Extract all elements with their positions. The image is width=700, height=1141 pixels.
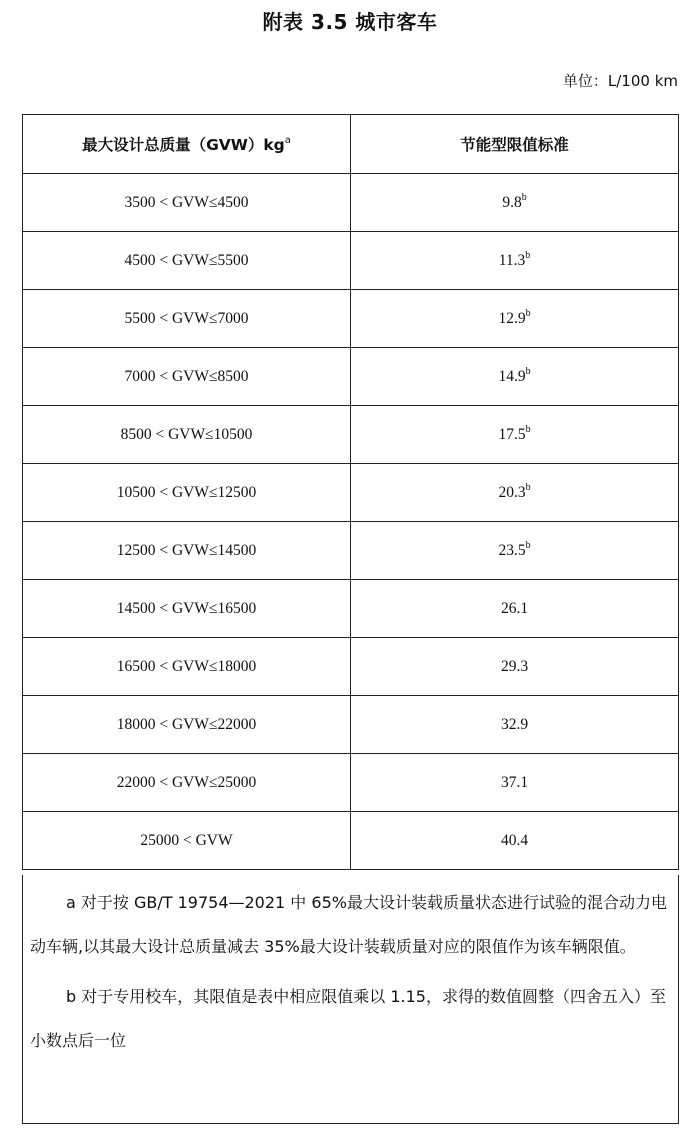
table-row	[23, 232, 679, 290]
table-row	[23, 696, 679, 754]
limit-cell	[351, 464, 679, 522]
limit-value: 29.3	[500, 657, 529, 675]
limit-cell	[351, 522, 679, 580]
limit-value: 9.8	[502, 193, 522, 211]
header-gvw-footnote-mark: a	[284, 135, 291, 146]
gvw-range-cell: 16500 < GVW≤18000	[23, 638, 351, 696]
footnote-mark: b	[525, 481, 531, 493]
limit-value: 12.9	[498, 309, 526, 327]
table-row	[23, 174, 679, 232]
header-gvw	[23, 115, 351, 174]
gvw-range-cell: 22000 < GVW≤25000	[23, 754, 351, 812]
footnote-mark: b	[525, 249, 531, 261]
footnote-mark: b	[525, 307, 531, 319]
table-notes	[22, 875, 679, 1124]
limit-value: 32.9	[500, 715, 529, 733]
limit-cell	[351, 290, 679, 348]
limit-value: 23.5	[498, 541, 526, 559]
limit-cell	[351, 754, 679, 812]
footnote-mark: b	[525, 365, 531, 377]
gvw-range-cell: 8500 < GVW≤10500	[23, 406, 351, 464]
gvw-range-cell: 4500 < GVW≤5500	[23, 232, 351, 290]
note-b: b 对于专用校车，其限值是表中相应限值乘以 1.15，求得的数值圆整（四舍五入）至小数点后一位	[30, 987, 666, 1050]
table-row	[23, 464, 679, 522]
limit-cell	[351, 406, 679, 464]
limit-cell	[351, 174, 679, 232]
gvw-range-cell: 25000 < GVW	[23, 812, 351, 870]
footnote-mark: b	[521, 191, 527, 203]
table-row	[23, 638, 679, 696]
gvw-range-cell: 7000 < GVW≤8500	[23, 348, 351, 406]
limit-value: 17.5	[498, 425, 526, 443]
table-row	[23, 812, 679, 870]
table-row	[23, 522, 679, 580]
gvw-range-cell: 14500 < GVW≤16500	[23, 580, 351, 638]
limit-value: 11.3	[498, 251, 526, 269]
footnote-mark: b	[525, 423, 531, 435]
limit-value: 37.1	[500, 773, 529, 791]
table-row	[23, 348, 679, 406]
limit-value: 40.4	[500, 831, 529, 849]
limit-value: 20.3	[498, 483, 526, 501]
gvw-range-cell: 12500 < GVW≤14500	[23, 522, 351, 580]
page-title: 附表 3.5 城市客车	[262, 10, 438, 34]
limit-cell	[351, 812, 679, 870]
gvw-range-cell: 18000 < GVW≤22000	[23, 696, 351, 754]
limit-value: 26.1	[500, 599, 529, 617]
table-row	[23, 290, 679, 348]
header-gvw-label: 最大设计总质量（GVW）kg	[82, 136, 285, 154]
header-limit: 节能型限值标准	[351, 115, 679, 174]
table-header-row	[23, 115, 679, 174]
gvw-range-cell: 10500 < GVW≤12500	[23, 464, 351, 522]
unit-label: 单位：L/100 km	[562, 72, 678, 90]
table-row	[23, 406, 679, 464]
limit-cell	[351, 348, 679, 406]
limit-cell	[351, 580, 679, 638]
limit-cell	[351, 696, 679, 754]
gvw-range-cell: 3500 < GVW≤4500	[23, 174, 351, 232]
limit-value: 14.9	[498, 367, 526, 385]
table-row	[23, 754, 679, 812]
gvw-range-cell: 5500 < GVW≤7000	[23, 290, 351, 348]
limit-cell	[351, 638, 679, 696]
note-a: a 对于按 GB/T 19754—2021 中 65%最大设计装载质量状态进行试验的混合动力电动车辆,以其最大设计总质量减去 35%最大设计装载质量对应的限值作为该车辆限值。	[30, 893, 667, 956]
footnote-mark: b	[525, 539, 531, 551]
fuel-limit-table	[22, 114, 679, 870]
limit-cell	[351, 232, 679, 290]
table-row	[23, 580, 679, 638]
